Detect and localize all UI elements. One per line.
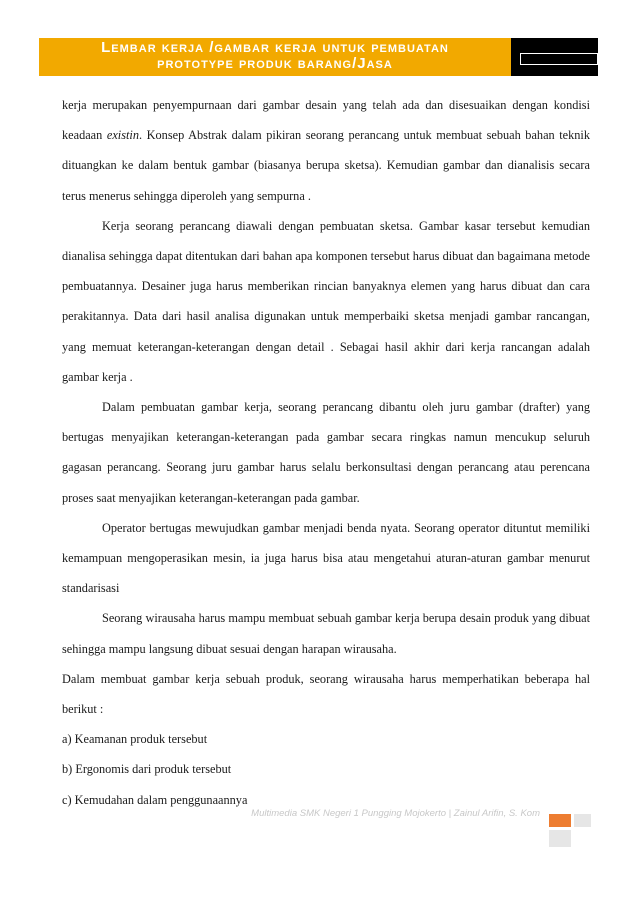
list-item-a: a) Keamanan produk tersebut <box>62 732 208 747</box>
paragraph-4: Operator bertugas mewujudkan gambar menjadi benda nyata. Seorang operator dituntut memiliki kemampuan mengoperasikan mesin, ia juga harus bisa atau mengetahui aturan-aturan gambar menurut standarisasi <box>62 520 590 596</box>
paragraph-1 <box>62 90 590 211</box>
footer-grey-square-bottom <box>549 830 571 847</box>
document-body <box>62 90 590 815</box>
list-item-b: b) Ergonomis dari produk tersebut <box>62 762 232 777</box>
page-header-title <box>39 40 511 72</box>
paragraph-1-italic-term: existin <box>106 128 139 143</box>
paragraph-2: Kerja seorang perancang diawali dengan pembuatan sketsa. Gambar kasar tersebut kemudian dianalisa sehingga dapat ditentukan dari bahan apa komponen tersebut harus dibuat dan bagaimana metode pembuatannya. Desainer juga harus memberikan rincian banyaknya elemen yang harus dibuat dan cara perakitannya. Data dari hasil analisa digunakan untuk memperbaiki sketsa menjadi gambar rancangan, yang memuat keterangan-keterangan dengan detail . Sebagai hasil akhir dari kerja rancangan adalah gambar kerja . <box>62 218 590 384</box>
footer-grey-square-right <box>574 814 591 827</box>
paragraph-6: Dalam membuat gambar kerja sebuah produk, seorang wirausaha harus memperhatikan beberapa hal berikut : <box>62 671 590 717</box>
paragraph-1-text-b: . Konsep Abstrak dalam pikiran seorang perancang untuk membuat sebuah bahan teknik dituangkan ke dalam bentuk gambar (biasanya berupa sketsa). Kemudian gambar dan dianalisis secara terus menerus sehingga diperoleh yang sempurna . <box>62 128 590 203</box>
header-black-frame <box>520 53 598 65</box>
header-title-line1: Lembar kerja /gambar kerja untuk pembuatan <box>101 39 449 56</box>
paragraph-1-text-a: kerja merupakan penyempurnaan dari gambar desain yang telah ada dan disesuaikan dengan kondisi keadaan <box>62 98 590 143</box>
list-item-c: c) Kemudahan dalam penggunaannya <box>62 792 248 807</box>
footer-orange-square <box>549 814 571 827</box>
header-title-line2: prototype produk barang/Jasa <box>157 55 393 72</box>
paragraph-3: Dalam pembuatan gambar kerja, seorang perancang dibantu oleh juru gambar (drafter) yang bertugas menyajikan keterangan-keterangan pada gambar secara ringkas namun mencukup seluruh gagasan perancang. Seorang juru gambar harus selalu berkonsultasi dengan perancang atau perencana proses saat menyajikan keterangan-keterangan pada gambar. <box>62 400 590 505</box>
page-footer: Multimedia SMK Negeri 1 Pungging Mojokerto | Zainul Arifin, S. Kom <box>251 808 540 819</box>
paragraph-5: Seorang wirausaha harus mampu membuat sebuah gambar kerja berupa desain produk yang dibuat sehingga mampu langsung dibuat sesuai dengan harapan wirausaha. <box>62 611 590 656</box>
